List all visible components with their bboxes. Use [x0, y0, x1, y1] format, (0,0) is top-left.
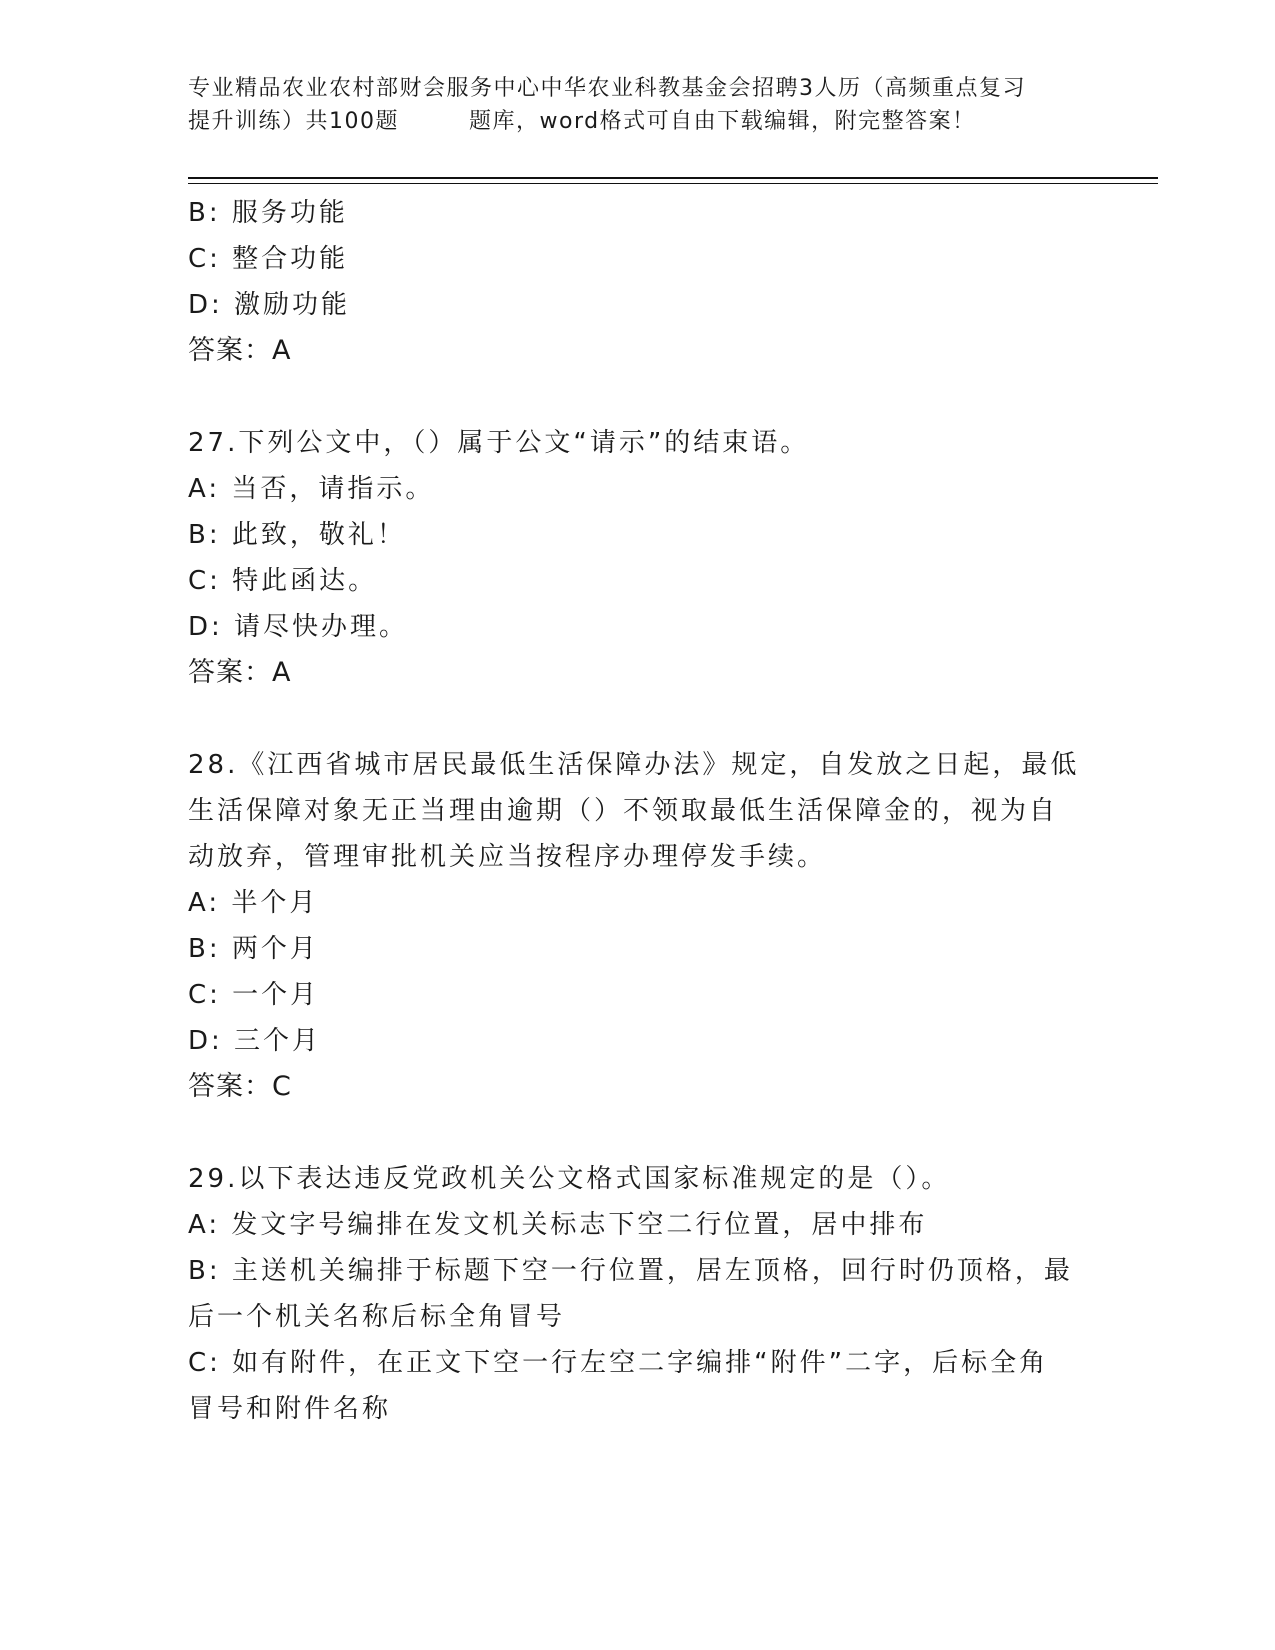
answer: 答案：A — [188, 335, 292, 366]
option-c: C: 如有附件，在正文下空一行左空二字编排“附件”二字，后标全角 — [188, 1348, 1049, 1378]
option-a: A: 发文字号编排在发文机关标志下空二行位置，居中排布 — [188, 1210, 928, 1240]
header-line-2-right: 题库，word格式可自由下载编辑，附完整答案！ — [469, 109, 976, 134]
option-a: A: 当否，请指示。 — [188, 474, 435, 504]
question-text-line: 动放弃，管理审批机关应当按程序办理停发手续。 — [188, 842, 827, 872]
option-c: C: 一个月 — [188, 980, 320, 1010]
option-d: D: 请尽快办理。 — [188, 612, 409, 642]
option-b: B: 两个月 — [188, 934, 319, 964]
header-line-2 — [188, 105, 1088, 138]
option-a: A: 半个月 — [188, 888, 319, 918]
page-header — [188, 72, 1088, 138]
header-divider-thick — [188, 177, 1158, 179]
question-content — [188, 190, 1088, 1432]
question-text: 27.下列公文中，（）属于公文“请示”的结束语。 — [188, 428, 810, 458]
option-b: B: 主送机关编排于标题下空一行位置，居左顶格，回行时仍顶格，最 — [188, 1256, 1073, 1286]
question-text-line: 28.《江西省城市居民最低生活保障办法》规定，自发放之日起，最低 — [188, 750, 1080, 780]
header-line-1: 专业精品农业农村部财会服务中心中华农业科教基金会招聘3人历（高频重点复习 — [188, 76, 1026, 101]
option-b: B: 此致，敬礼！ — [188, 520, 406, 550]
option-b: B: 服务功能 — [188, 198, 348, 228]
header-divider-thin — [188, 183, 1158, 184]
question-27 — [188, 420, 1088, 696]
question-28 — [188, 742, 1088, 1110]
header-line-2-left: 提升训练）共100题 — [188, 109, 399, 134]
option-b-continued: 后一个机关名称后标全角冒号 — [188, 1302, 566, 1332]
question-text: 29.以下表达违反党政机关公文格式国家标准规定的是（）。 — [188, 1164, 951, 1194]
question-29 — [188, 1156, 1088, 1432]
prev-question-block — [188, 190, 1088, 374]
question-text-line: 生活保障对象无正当理由逾期（）不领取最低生活保障金的，视为自 — [188, 796, 1059, 826]
option-c: C: 整合功能 — [188, 244, 349, 274]
option-c-continued: 冒号和附件名称 — [188, 1394, 392, 1424]
answer: 答案：C — [188, 1071, 292, 1102]
option-c: C: 特此函达。 — [188, 566, 378, 596]
answer: 答案：A — [188, 657, 292, 688]
option-d: D: 激励功能 — [188, 290, 351, 320]
option-d: D: 三个月 — [188, 1026, 322, 1056]
